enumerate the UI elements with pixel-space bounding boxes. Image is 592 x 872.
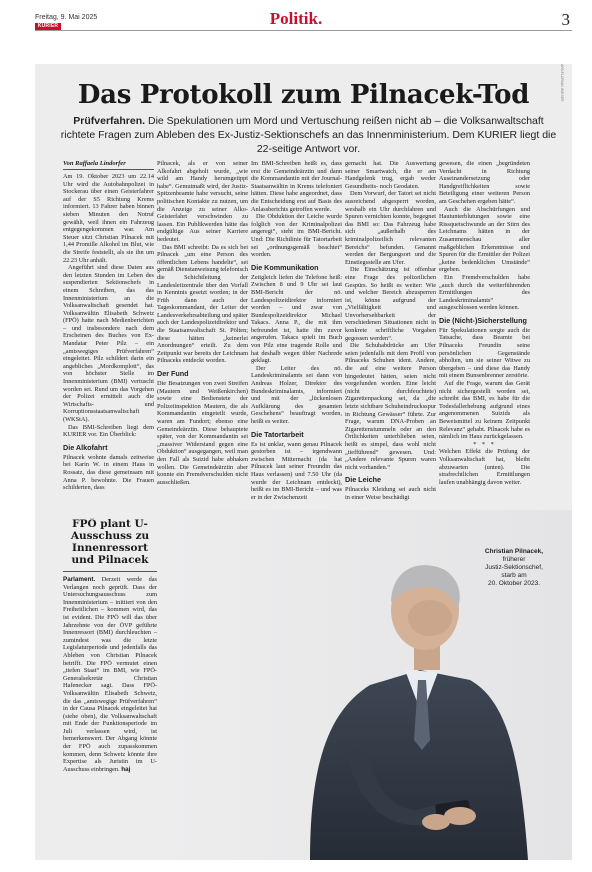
paragraph: Pilnacek, als er von seiner Alkofahrt abgeholt wurde, „wie wild am Handy herumgetippt habe“. Gemutmaßt wird, der Justiz-Spitzenbeamte habe versucht, seine politischen Kontakte zu nutzen, um die Anzeige zu seiner Alko-Geisterfahrt verschwinden zu lassen. Ein Publikwerden hätte das endgültige Aus seiner Karriere bedeutet. [157,160,248,243]
paragraph: Angeführt sind diese Daten aus den letzten Stunden im Leben des suspendierten Sektionschefs in einem Schreiben, das das Innenministerium an die Volksanwaltschaft gesendet hat. Volksanwältin Elisabeth Schwetz (FPÖ) hatte nach Medienberichten – und insbesondere nach dem Erscheinen des Buches von Ex-Mandatar Peter Pilz – ein „amtswegiges Prüfverfahren“ eingeleitet. Pilz schildert darin ein angebliches „Mordkomplott“, das von höchster Stelle im Innenministerium (BMI) vertuscht worden sei. Rund um das Vorgehen der Polizei ermittelt auch die Wirtschafts- und Korruptionsstaatsanwaltschaft (WKStA). [63,264,154,423]
headline: Das Protokoll zum Pilnacek-Tod [77,80,530,110]
sidebar-text: Derzeit werde das Verlangen noch geprüft. Dass der Untersuchungsausschuss zum Innenministerium – initiiert von den Freiheitlichen – kommen wird, das ist evident. Die FPÖ will das über Jahrzehnte von der ÖVP geführte Innenressort (BMI) durchleuchten – zumindest was die letzte Legislaturperiode und jedenfalls das Ableben von Christian Pilnacek betrifft. Die FPÖ vermutet einen „tiefen Staat“ im BMI, wie FPÖ-Generalsekretär Christian Hafenecker sagt. Dass FPÖ-Volksanwältin Elisabeth Schwetz, die das „amtswegige Prüfverfahren“ in der Causa Pilnacek eingeleitet hat (siehe oben), die Volksanwaltschaft mit Ende der Funktionsperiode im Juli verlassen wird, ist bemerkenswert. Der Abgang könnte der FPÖ auch zupasskommen kommen, denn Schwetz könnte ihre Expertise als Juristin im U-Ausschuss einbringen. [63,576,157,773]
photo-caption [468,548,560,588]
paragraph: gemacht hat. Die Auswertung seiner Smartwatch, die er am Handgelenk trug, ergab weder Gesundheits- noch Geodaten. [345,160,436,190]
lead-text: Die Spekulationen um Mord und Vertuschung reißen nicht ab – die Volksanwaltschaft richtete Fragen zum Ableben des Ex-Justiz-Sektionschefs an das Innenministerium. Dem KURIER liegt die 22-seitige Antwort vor. [60,115,557,155]
paragraph: Das BMI-Schreiben liegt dem KURIER vor. Ein Überblick: [63,423,154,439]
sidebar-divider [63,571,157,572]
paragraph: Die Obduktion der Leiche wurde folglich von der Kriminalpolizei angeregt“, steht im BMI-Bericht. Und: Die Richtlinie für Tatortarbeit sei „ordnungsgemäß beachtet“ worden. [251,213,342,259]
page-number: 3 [561,10,570,29]
column-2 [157,160,248,510]
paragraph: Pilnacek wohnte damals zeitweise bei Karin W. in einem Haus in Rossatz, das diese gemeinsam mit Anna P. bewohnte. Die Frauen schilderten, dass [63,453,154,492]
caption-line: 20. Oktober 2023. [487,580,541,587]
caption-line: früherer [502,556,526,563]
subheading: Die Kommunikation [251,262,319,272]
paragraph: Pilnaceks Kleidung sei auch nicht in einer Weise beschädigt [345,486,436,501]
caption-line: starb am [501,572,527,579]
column-5 [439,160,530,510]
subheading: Die Alkofahrt [63,442,108,452]
subheading: Die Leiche [345,475,381,485]
sidebar-title: FPÖ plant U-Ausschuss zu Innenressort und Pilnacek [70,518,150,566]
paragraph: Ein Fremdverschulden habe „auch durch die weiterführenden Ermittlungen des Landeskriminalamts“ ausgeschlossen werden können. [439,273,530,312]
sidebar-body [63,576,157,773]
column-4 [345,160,436,510]
subheading: Die (Nicht-)Sicherstellung [439,315,527,325]
paragraph: Zeitgleich liefen die Telefone heiß: Zwischen 8 und 9 Uhr sei laut BMI-Bericht der nö. Landespolizeidirektor informiert worden – und zwar von Bundespolizeidirektor Michael Takacs. Anna P., die mit ihm befreundet ist, hatte ihn zuvor angerufen. Takacs spielt im Buch von Pilz eine tragende Rolle und hat deshalb wegen übler Nachrede geklagt. [251,273,342,365]
paragraph: Das BMI schreibt: Da es sich bei Pilnacek „um eine Person des öffentlichen Lebens handelte“, sei gemäß Dienstanweisung telefonisch die Schichtleitung der Landesleitzentrale über den Vorfall in Kenntnis gesetzt worden; in der Früh dann auch der Tageskommandant, der Leiter der Landesverkehrsabteilung und später auch der Landespolizeidirektor und die Staatsanwaltschaft St. Pölten; diese hätten „keinerlei Anordnungen“ erteilt. Zu dem Zeitpunkt war bereits der Leichnam Pilnaceks entdeckt worden. [157,243,248,365]
page-header [0,8,592,32]
paragraph: Die Einschätzung ist offenbar eine Frage des polizeilichen Gespürs. So heißt es weiter: Wie und welcher Bereich abzusperren ist, könne aufgrund der „Vielfältigkeit und Unvorhersehbarkeit der verschiedenen Situationen nicht in konkrete schriftliche Vorgaben gegossen werden“. [345,266,436,342]
kurier-logo: KURIER [35,23,61,30]
paragraph: Die Schuhabdrücke am Ufer seien jedenfalls mit dem Profil von Pilnaceks Schuhen ident. Andere, die auf eine weitere Person hingedeutet hätten, seien nicht vorgefunden worden. Eine leicht (nicht durchfeuchtete) Zigarettenpackung sei, da „die letzte sichtbare Schuheindrucksspur in Richtung Gewässer“ führte. Zur Frage, warum DNA-Proben an Zigarettenstummeln oder an den Örtlichkeiten unterblieben seien, heißt es simpel, dass wohl nicht „tiefführend“ gewesen. Und: „Andere relevante Spuren waren nicht vorhanden.“ [345,342,436,471]
header-divider [35,30,572,31]
column-1 [63,160,154,510]
paragraph: Es ist unklar, wann genau Pilnacek gestorben ist – irgendwann zwischen Mitternacht (da hat Pilnacek laut seiner Freundin das Haus verlassen) und 7.50 Uhr (da wurde der Leichnam entdeckt), heißt es im BMI-Bericht – und was er in der Zwischenzeit [251,440,342,501]
paragraph: Auch die Abschürfungen und Hautunterblutungen sowie eine Rissquetschwunde an der Stirn des Leichnams hätten in der Zusammenschau aller maßgeblichen Erkenntnisse und Spuren für die Ermittler der Polizei „keine bedenklichen Umstände“ ergeben. [439,205,530,274]
section-separator: * * * [473,440,496,448]
paragraph: Der Leiter des nö. Landeskriminalamts sei dann von Andreas Holzer, Direktor des Bundeskriminalamts, informiert und mit der „lückenlosen Aufklärung des gesamten Geschehens“ beauftragt worden, heißt es weiter. [251,364,342,425]
article-body [63,160,531,510]
lead-kicker: Prüfverfahren. [73,115,146,127]
issue-date: Freitag, 9. Mai 2025 [35,14,98,21]
paragraph: Am 19. Oktober 2023 um 22.14 Uhr wird die Autobahnpolizei in Stockerau über einen Geisterfahrer auf der S5 Richtung Krems informiert. 13 Fahrer haben binnen sieben Minuten den Notruf gewählt, weil ihnen ein Fahrzeug entgegengekommen war. Am Steuer sitzt Christian Pilnacek mit 1,44 Promille Alkohol im Blut, wie die Streife feststellt, als sie ihn um 22.23 Uhr anhält. [63,173,154,264]
paragraph: gewesen, die einen „begründeten Verdacht in Richtung Auseinandersetzung oder Handgreiflichkeiten sowie Beteiligung einer weiteren Person am Geschehen ergeben hätte“. [439,160,530,205]
caption-line: Justiz-Sektionschef, [485,564,543,571]
paragraph: Für Spekulationen sorgte auch die Tatsache, dass Beamte bei Pilnaceks Freundin seine persönlichen Gegenstände abholten, um sie seiner Witwe zu übergeben – und diese das Handy mit einem Bunsenbrenner zerstörte. [439,326,530,380]
paragraph: Im BMI-Schreiben heißt es, dass erst die Gemeindeärztin und dann die Kommandantin mit der Journal-Staatsanwältin in Krems telefoniert hätten. Diese habe angeordnet, dass die Entscheidung erst auf Basis des Anlassberichts getroffen werde. [251,160,342,213]
sidebar-box [63,518,157,838]
paragraph: Welchen Effekt die Prüfung der Volksanwaltschaft hat, bleibt abzuwarten (unten). Die strafrechtlichen Ermittlungen laufen unabhängig davon weiter. [439,448,530,486]
lead-paragraph [60,114,557,156]
sidebar-kicker: Parlament. [63,576,96,583]
subheading: Die Tatortarbeit [251,429,304,439]
paragraph: Auf die Frage, warum das Gerät nicht sichergestellt worden sei, schreibt das BMI, es habe für die Todesfallerhebung aufgrund eines angenommenen Suizids als Beweismittel zu keinem Zeitpunkt Relevanz“ gehabt. Pilnacek habe es nämlich im Haus zurückgelassen. [439,380,530,441]
section-title: Politik. [269,9,323,28]
subheading: Der Fund [157,369,189,379]
byline: Von Raffaela Lindorfer [63,160,154,170]
paragraph: Die Besatzungen von zwei Streifen (Mautern und Weißenkirchen) sowie eine Bedienstete der Polizeiinspektion Mautern, die als Kommandantin eingeteilt wurde, waren am Fundort; ebenso eine Gemeindeärztin. Diese behauptete später, von der Kommandantin sei „massiver Widerstand gegen eine Obduktion“ ausgegangen, weil man den Fall als Suizid habe abhaken wollen. Die Gemeindeärztin aber konnte ein Fremdverschulden nicht ausschließen. [157,380,248,486]
paragraph: Dem Vorwurf, der Tatort sei nicht ausreichend abgesperrt worden, weshalb ein Uhr durchfahren und Spuren vernichten konnte, begegnet das BMI so: Das Fahrzeug habe sich „außerhalb des kriminalpolizeilich relevanten Bereichs“ befunden. Genannt werden der Bergungsort und die Einstiegsstelle am Ufer. [345,190,436,266]
photo-credit: APA/FLORIAN WIESER [560,64,564,102]
sidebar-signature: haj [121,765,131,773]
caption-name: Christian Pilnacek, [484,548,544,555]
column-3 [251,160,342,510]
